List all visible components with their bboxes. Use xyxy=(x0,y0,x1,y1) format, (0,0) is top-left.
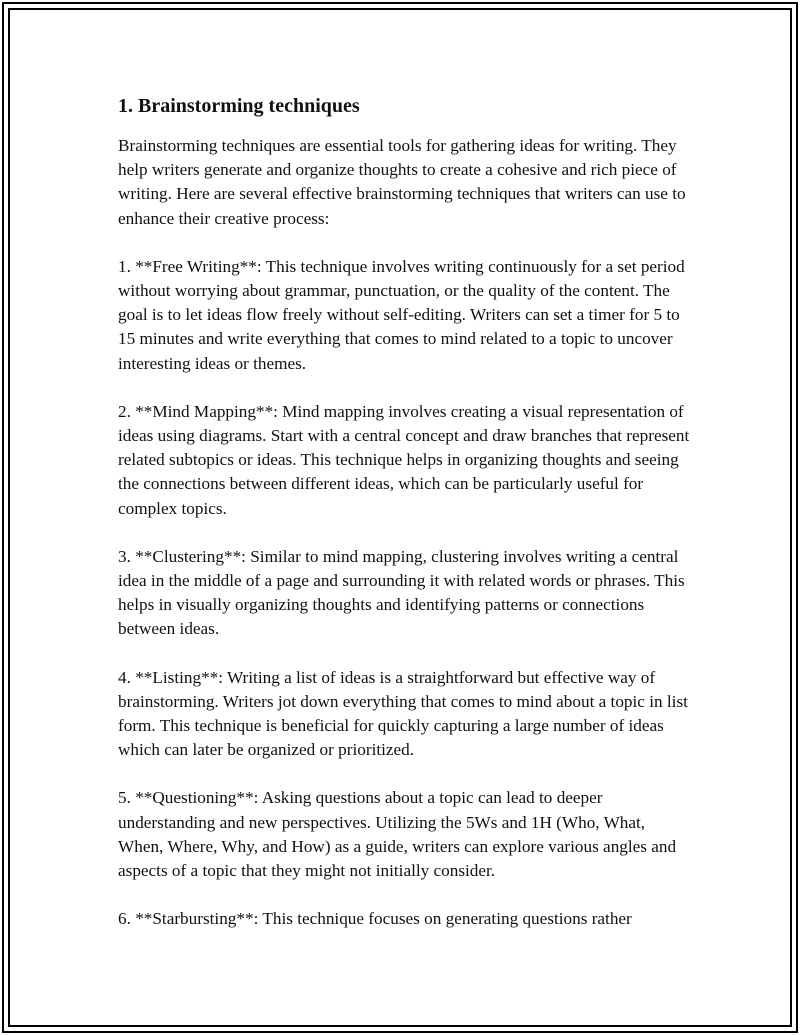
intro-paragraph: Brainstorming techniques are essential tools for gathering ideas for writing. They help writers generate and organize thoughts to create a cohesive and rich piece of writing. Here are several effective brainstorming techniques that writers can use to enhance their creative process: xyxy=(118,136,686,228)
paragraph-starbursting: 6. **Starbursting**: This technique focuses on generating questions rather xyxy=(118,909,632,929)
paragraph-clustering: 3. **Clustering**: Similar to mind mapping, clustering involves writing a central idea in the middle of a page and surrounding it with related words or phrases. This helps in visually organizing thoughts and identifying patterns or connections between ideas. xyxy=(118,546,685,639)
document-body xyxy=(118,92,690,955)
paragraph-listing: 4. **Listing**: Writing a list of ideas is a straightforward but effective way of brainstorming. Writers jot down everything that comes to mind about a topic in list form. This technique is beneficial for quickly capturing a large number of ideas which can later be organized or prioritized. xyxy=(118,667,688,760)
paragraph-free-writing: 1. **Free Writing**: This technique involves writing continuously for a set period without worrying about grammar, punctuation, or the quality of the content. The goal is to let ideas flow freely without self-editing. Writers can set a timer for 5 to 15 minutes and write everything that comes to mind related to a topic to uncover interesting ideas or themes. xyxy=(118,256,685,373)
section-heading: 1. Brainstorming techniques xyxy=(118,95,360,117)
paragraph-questioning: 5. **Questioning**: Asking questions about a topic can lead to deeper understanding and new perspectives. Utilizing the 5Ws and 1H (Who, What, When, Where, Why, and How) as a guide, writers can explore various angles and aspects of a topic that they might not initially consider. xyxy=(118,788,677,881)
paragraph-mind-mapping: 2. **Mind Mapping**: Mind mapping involves creating a visual representation of ideas using diagrams. Start with a central concept and draw branches that represent related subtopics or ideas. This technique helps in organizing thoughts and seeing the connections between different ideas, which can be particularly useful for complex topics. xyxy=(118,401,690,518)
